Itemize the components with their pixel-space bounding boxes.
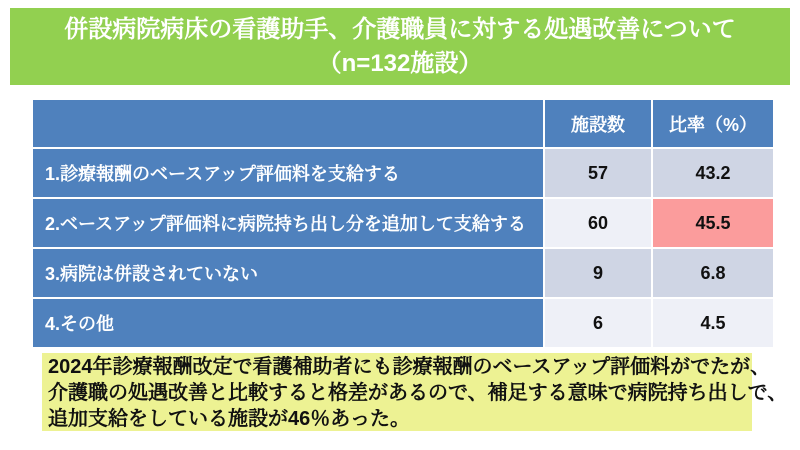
row-label-cell: 3.病院は併設されていない: [33, 249, 543, 297]
rate-cell: 43.2: [653, 149, 773, 197]
results-table: [33, 100, 773, 347]
note-line: 2024年診療報酬改定で看護補助者にも診療報酬のベースアップ評価料がでたが、: [48, 356, 771, 378]
note-box: [42, 353, 788, 431]
note-line: 介護職の処遇改善と比較すると格差があるので、補足する意味で病院持ち出しで、: [48, 382, 788, 404]
table-corner-cell: [33, 100, 543, 147]
rate-cell: 4.5: [653, 299, 773, 347]
rate-cell: 6.8: [653, 249, 773, 297]
rate-cell-highlighted: 45.5: [653, 199, 773, 247]
row-label-cell: 4.その他: [33, 299, 543, 347]
count-cell: 57: [545, 149, 651, 197]
title-banner: [10, 8, 790, 85]
note-line: 追加支給をしている施設が46％あった。: [48, 408, 411, 430]
count-cell: 9: [545, 249, 651, 297]
slide-title-line1: 併設病院病床の看護助手、介護職員に対する処遇改善について: [64, 15, 736, 43]
count-cell: 6: [545, 299, 651, 347]
column-header-rate: 比率（%）: [653, 100, 773, 147]
slide-title-line2: （n=132施設）: [317, 49, 483, 77]
column-header-count: 施設数: [545, 100, 651, 147]
row-label-cell: 1.診療報酬のベースアップ評価料を支給する: [33, 149, 543, 197]
row-label-cell: 2.ベースアップ評価料に病院持ち出し分を追加して支給する: [33, 199, 543, 247]
count-cell: 60: [545, 199, 651, 247]
